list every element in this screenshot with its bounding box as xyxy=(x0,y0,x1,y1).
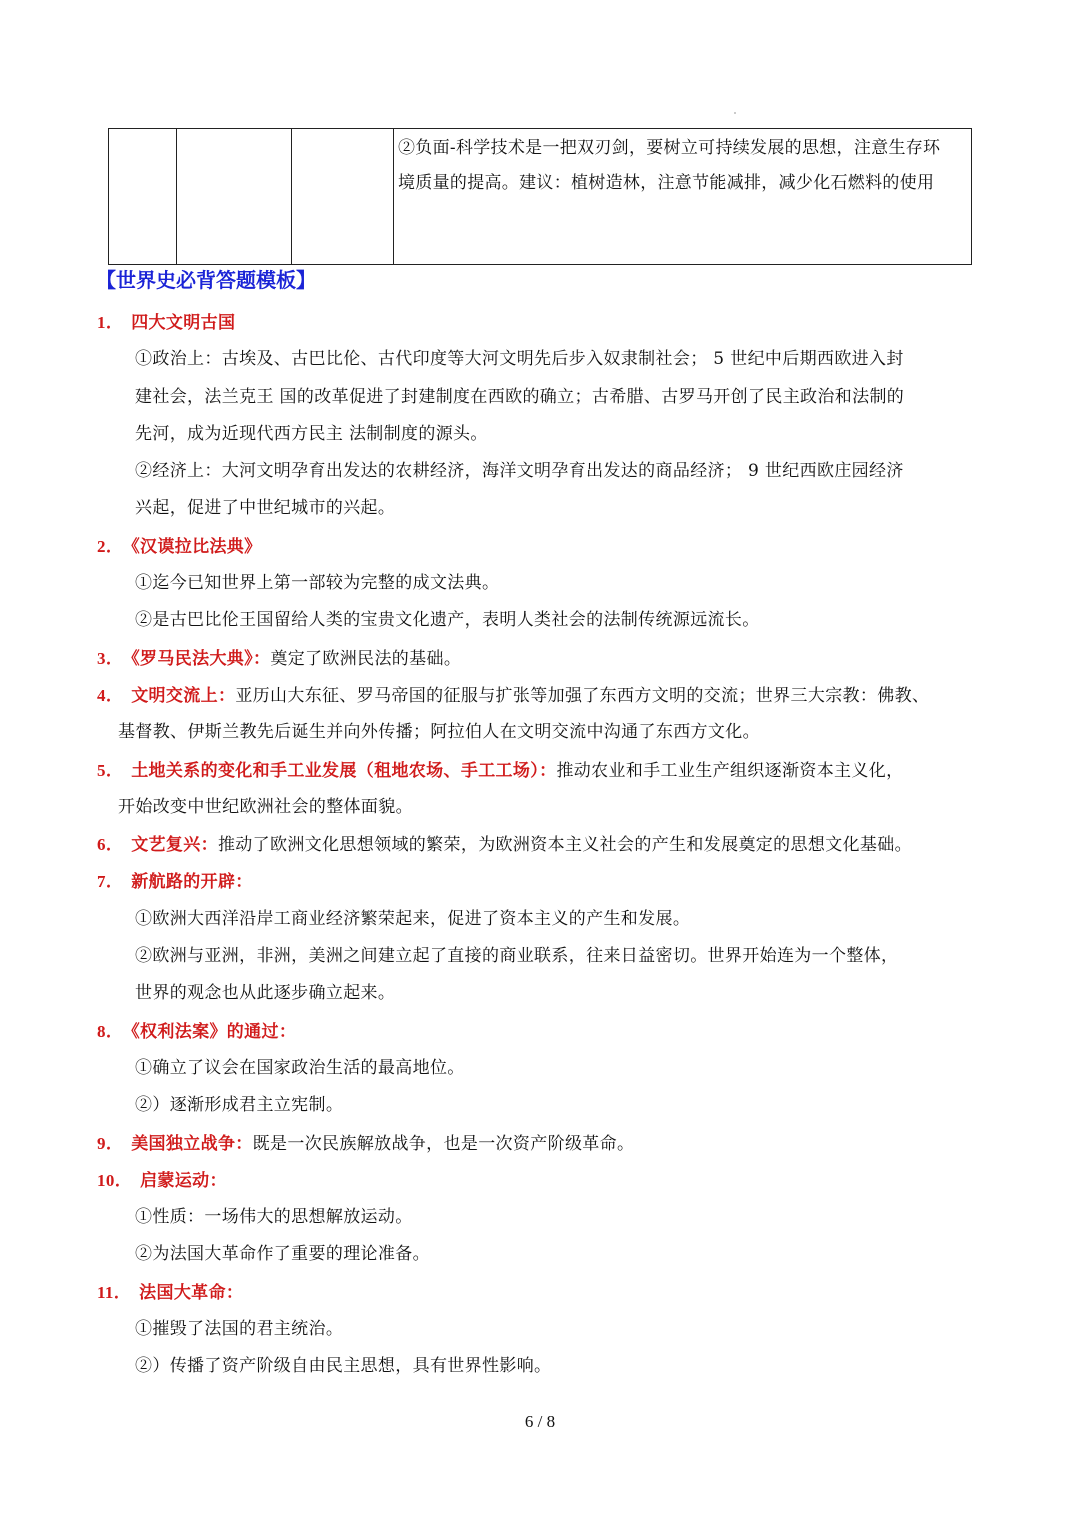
item-number: 1． xyxy=(97,313,124,332)
table-cell-3 xyxy=(292,129,394,265)
item-heading xyxy=(97,304,989,341)
item-detail-line: ②是古巴比伦王国留给人类的宝贵文化遗产，表明人类社会的法制传统源远流长。 xyxy=(135,610,760,631)
item-number: 5． xyxy=(97,760,124,780)
item-summary: 推动了欧洲文化思想领域的繁荣，为欧洲资本主义社会的产生和发展奠定的思想文化基础。 xyxy=(217,835,912,856)
item-title: 文艺复兴： xyxy=(131,835,218,856)
item-detail-line: ①确立了议会在国家政治生活的最高地位。 xyxy=(135,1057,465,1078)
item-number: 6． xyxy=(97,835,124,855)
item-detail-line: ①摧毁了法国的君主统治。 xyxy=(135,1319,344,1340)
item-heading xyxy=(97,1162,989,1199)
item-detail-line: 先河，成为近现代西方民主 法制制度的源头。 xyxy=(135,423,488,444)
item-detail-line: 开始改变中世纪欧洲社会的整体面貌。 xyxy=(118,796,413,817)
item-title: 土地关系的变化和手工业发展（租地农场、手工工场）： xyxy=(131,760,557,781)
item-detail-line: ①迄今已知世界上第一部较为完整的成文法典。 xyxy=(135,573,500,594)
item-detail-line: 基督教、伊斯兰教先后诞生并向外传播；阿拉伯人在文明交流中沟通了东西方文化。 xyxy=(118,722,760,743)
item-title: 美国独立战争： xyxy=(131,1133,253,1154)
item-detail-line: ①性质：一场伟大的思想解放运动。 xyxy=(135,1207,413,1228)
item-number: 3． xyxy=(97,648,124,668)
table-cell-line: 境质量的提高。建议：植树造林，注意节能减排，减少化石燃料的使用 xyxy=(398,173,935,193)
item-summary: 推动农业和手工业生产组织逐渐资本主义化， xyxy=(556,760,904,781)
item-heading xyxy=(97,1013,989,1050)
item-detail-line: ②）逐渐形成君主立宪制。 xyxy=(135,1095,344,1116)
item-title: 新航路的开辟： xyxy=(131,872,253,893)
page-number: 6 / 8 xyxy=(524,1412,556,1431)
item-number: 8． xyxy=(97,1021,124,1041)
item-heading xyxy=(97,752,989,789)
table-cell-1 xyxy=(109,129,177,265)
item-summary: 奠定了欧洲民法的基础。 xyxy=(270,648,462,669)
item-detail-line: ①欧洲大西洋沿岸工商业经济繁荣起来，促进了资本主义的产生和发展。 xyxy=(135,908,691,929)
item-number: 10． xyxy=(97,1170,133,1190)
item-heading xyxy=(97,1274,989,1311)
item-number: 7． xyxy=(97,872,124,892)
table-cell-line: ②负面-科学技术是一把双刃剑，要树立可持续发展的思想，注意生存环 xyxy=(398,138,941,158)
item-detail-line: ①政治上：古埃及、古巴比伦、古代印度等大河文明先后步入奴隶制社会； 5 世纪中后期西欧进入封 xyxy=(135,349,904,370)
item-title: 四大文明古国 xyxy=(131,313,236,333)
table-cell-2 xyxy=(177,129,292,265)
item-summary: 既是一次民族解放战争，也是一次资产阶级革命。 xyxy=(252,1133,635,1154)
item-number: 2． xyxy=(97,536,124,556)
item-detail-line: ②欧洲与亚洲，非洲，美洲之间建立起了直接的商业联系，往来日益密切。世界开始连为一个整体， xyxy=(135,946,899,967)
scan-speck xyxy=(734,112,736,114)
item-summary: 亚历山大东征、罗马帝国的征服与扩张等加强了东西方文明的交流；世界三大宗教：佛教、 xyxy=(235,685,930,706)
item-detail-line: 世界的观念也从此逐步确立起来。 xyxy=(135,983,396,1004)
item-detail-line: 建社会，法兰克王 国的改革促进了封建制度在西欧的确立；古希腊、古罗马开创了民主政治和法制的 xyxy=(135,386,905,407)
item-list xyxy=(97,304,989,1386)
item-heading xyxy=(97,677,989,714)
item-number: 11． xyxy=(97,1282,132,1302)
item-title: 启蒙运动： xyxy=(140,1170,227,1191)
item-heading xyxy=(97,863,989,900)
item-number: 4． xyxy=(97,685,124,705)
item-detail-line: ②）传播了资产阶级自由民主思想，具有世界性影响。 xyxy=(135,1356,552,1377)
item-detail-line: ②经济上：大河文明孕育出发达的农耕经济，海洋文明孕育出发达的商品经济； 9 世纪西欧庄园经济 xyxy=(135,461,904,482)
item-title: 《权利法案》的通过： xyxy=(131,1021,297,1042)
item-heading xyxy=(97,640,989,677)
table-fragment xyxy=(108,128,972,265)
item-title: 文明交流上： xyxy=(131,685,236,706)
item-title: 法国大革命： xyxy=(139,1282,244,1303)
item-detail-line: ②为法国大革命作了重要的理论准备。 xyxy=(135,1244,430,1265)
item-heading xyxy=(97,1125,989,1162)
item-title: 《罗马民法大典》： xyxy=(131,648,271,669)
item-title: 《汉谟拉比法典》 xyxy=(131,536,262,557)
item-heading xyxy=(97,528,989,565)
section-title: 【世界史必背答题模板】 xyxy=(96,268,316,292)
table-cell-text xyxy=(394,129,972,265)
item-heading xyxy=(97,826,989,863)
item-number: 9． xyxy=(97,1133,124,1153)
item-detail-line: 兴起，促进了中世纪城市的兴起。 xyxy=(135,498,396,519)
